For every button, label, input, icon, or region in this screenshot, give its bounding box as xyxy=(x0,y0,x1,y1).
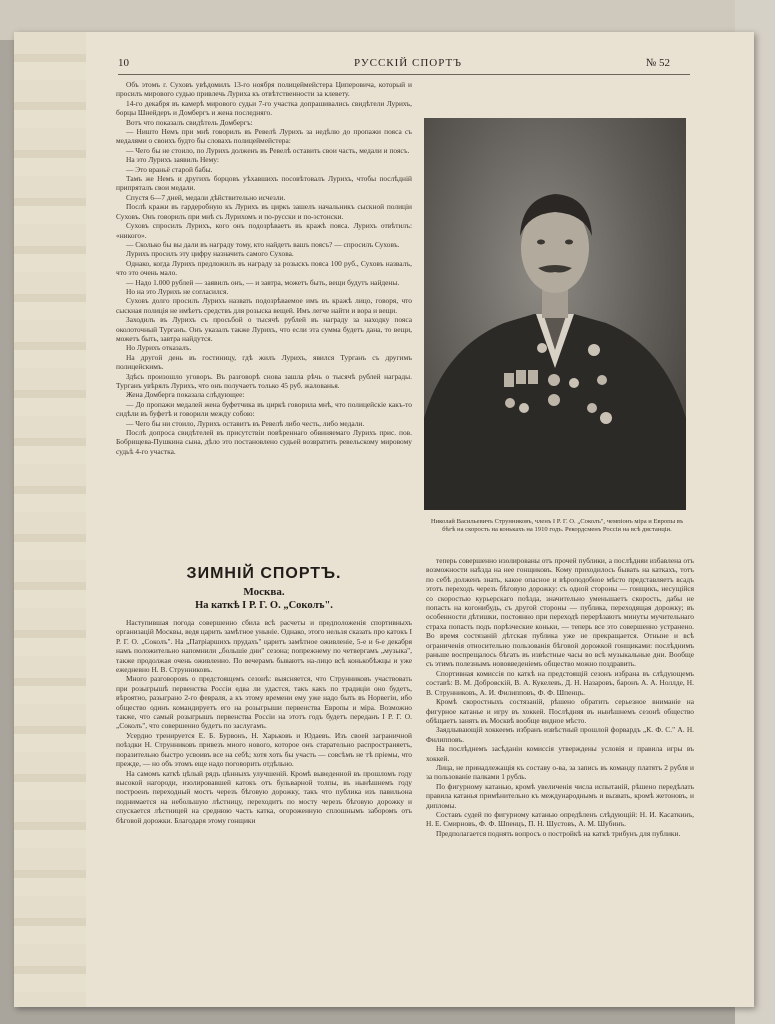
paragraph: По фигурному катанью, кромѣ увеличенія числа испытаній, рѣшено передѣлать правила катанья примѣнительно къ международнымъ и вызвать, кромѣ жетоновъ, и дипломы. xyxy=(426,781,694,810)
paragraph: Здѣсь произошло уговоръ. Въ разговорѣ снова зашла рѣчь о тысячѣ рублей награды. Турганъ увѣрялъ Лурихъ, что онъ получаетъ только 45 руб. жалованья. xyxy=(116,371,412,390)
portrait-illustration xyxy=(424,118,686,510)
paragraph: На послѣднемъ засѣданіи комиссія утверждены условія и правила игры въ хоккей. xyxy=(426,744,694,763)
paragraph: Послѣ допроса свидѣтелей въ присутствіи повѣреннаго обвиняемаго Лурихъ прис. пов. Бобрищева-Пушкина сына, дѣло это постановлено судьей возвратить ревельскому мировому судьѣ 4-го участка. xyxy=(116,428,412,456)
paragraph: — Это враньё старой бабы. xyxy=(126,164,213,174)
paragraph: Лурихъ просилъ эту цифру назначить самого Сухова. xyxy=(126,249,294,259)
paragraph: Усердно тренируется Е. Б. Бурвонъ, Н. Харьковъ и Юдаевъ. Изъ своей заграничной поѣздки Н. Струнниковъ привезъ много нового, которое онъ старательно распространяетъ, поразительно быстро усвоивъ все на себѣ; хотя хоть бы участь — совсѣмъ не тѣ пріемы, что прежде, — но объ этомъ еще надо поговорить отдѣльно. xyxy=(116,730,412,769)
issue-number: № 52 xyxy=(645,57,670,69)
paragraph: Спустя 6—7 дней, медали дѣйствительно исчезли. xyxy=(126,192,286,202)
paragraph: Однако, когда Лурихъ предложилъ въ награду за розыскъ пояса 100 руб., Суховъ назвалъ, что это очень мало. xyxy=(116,258,412,278)
section-title: ЗИМНІЙ СПОРТЪ. xyxy=(186,565,342,582)
paragraph: Объ этомъ г. Суховъ увѣдомилъ 13-го ноября полицеймейстера Циперовича, который и просилъ мирового судью привлечь Луриха къ отвѣтственности за клевету. xyxy=(116,80,412,99)
paragraph: Много разговоровъ о предстоящемъ сезонѣ: выясняется, что Струнниковъ участвовать при розыгрышѣ первенства Россіи едва ли удастся, такъ какъ по традиціи оно будетъ, вѣроятно, разыграно 2-го февраля, а къ этому времени ему уже надо быть въ Норвегіи, ибо общество одинъ командируетъ его на розыгрыши первенства Европы и міра. Возможно также, что самый розыгрышъ первенства Россіи на этотъ годъ будетъ переданъ I Р. Г. О. „Соколъ", что совершенно будетъ по заслугамъ. xyxy=(116,674,412,731)
paragraph: На другой день въ гостиницу, гдѣ жилъ Лурихъ, явился Турганъ съ другимъ полицейскимъ. xyxy=(116,352,412,372)
paragraph: Заядлывающій хоккеемъ избранъ извѣстный прошлой форвардъ „К. Ф. С." А. Н. Филипповъ. xyxy=(426,725,694,744)
paragraph: Вотъ что показалъ свидѣтель Домбергъ: xyxy=(126,117,253,127)
paragraph: Заходилъ въ Лурихъ съ просьбой о тысячѣ рублей въ награду за находку пояса околоточный Турганъ. Онъ указалъ также Лурихъ, что если эта сумма будетъ дана, то вещи, можетъ быть, завтра найдутся. xyxy=(116,315,412,343)
paragraph: Но Лурихъ отказалъ. xyxy=(126,343,192,353)
photo-caption: Николай Васильевичъ Струнниковъ, членъ I Р. Г. О. „Соколъ", чемпіонъ міра и Европы въ бѣгѣ на скорость на конькахъ на 1910 годъ. Рекордсменъ Россіи на всѣ дистанціи. xyxy=(430,518,684,534)
newspaper-title: РУССКІЙ СПОРТЪ xyxy=(354,57,462,69)
paragraph: На это Лурихъ заявилъ Нему: xyxy=(126,155,219,165)
paragraph: Спортивная комиссія по каткѣ на предстоящій сезонъ избрана въ слѣдующемъ составѣ: В. М. Добровскій, В. А. Кукелевъ, Д. Н. Назаровъ, баронъ А. А. Ноллде, Н. В. Струнниковъ, А. И. Филипповъ, Ф. Ф. Шпенцъ. xyxy=(426,668,694,697)
paragraph: — Чего бы ни стоило, Лурихъ оставитъ въ Ревелѣ либо честь, либо медали. xyxy=(126,418,365,428)
page-header xyxy=(118,57,670,73)
paragraph: Но на это Лурихъ не согласился. xyxy=(126,286,229,296)
paragraph: Составъ судей по фигурному катанью опредѣленъ слѣдующій: Н. И. Касаткинъ, Н. Е. Смирновъ, Ф. Ф. Шпенцъ, П. Н. Шустовъ, А. М. Шубинъ. xyxy=(426,809,694,829)
paragraph: Жена Домберга показала слѣдующее: xyxy=(126,390,245,400)
paragraph: Наступившая погода совершенно сбила всѣ расчеты и предположенія спортивныхъ организацій Москвы, ведя царить замѣтное уныніе. Однако, этого нельзя сказать про катокъ I Р. Г. О. „Соколъ". На „Патріаршихъ прудахъ" царитъ замѣтное оживленіе, 5-е и 6-е декабря намъ положительно напомнили „большіе дни" сезона; попрежнему по четвергамъ „музыка", также продолжая очень оживленно. По вечерамъ бываютъ на-лицо всѣ конькобѣжцы и уже ежедневно Н. В. Струнниковъ. xyxy=(116,618,412,675)
paragraph: Предполагается поднять вопросъ о постройкѣ на каткѣ трибунъ для публики. xyxy=(436,828,681,838)
paragraph: Суховъ спросилъ Лурихъ, кого онъ подозрѣваетъ въ кражѣ пояса. Лурихъ отвѣтилъ: «никого». xyxy=(116,221,412,240)
paragraph: Лица, не принадлежащія къ составу о-ва, за запись въ команду платятъ 2 рубля и за пользованіе палками 1 рубль. xyxy=(426,762,694,782)
paragraph: Кромѣ скоростныхъ состязаній, рѣшено обратить серьезное вниманіе на фигурное катанье и игру въ хоккей. Послѣдняя въ нынѣшнемъ сезонѣ общество обѣщаетъ занять въ Москвѣ вообще видное мѣсто. xyxy=(426,697,694,725)
paragraph: теперь совершенно изолированы отъ прочей публики, а послѣдняи избавлена отъ возможности наѣзда на нее гонщиковъ. Кому приходилось бывать на каткахъ, тотъ по себѣ долженъ знать, какое опасное и вѣроподобное мѣсто представляетъ всадъ этотъ переходъ черезъ бѣговую дорожку: съ одной стороны — гонщикъ, несущійся со скоростью курьерскаго поѣзда, значительно уменьшаетъ скорость, дабы не попасть на когонибудь, съ другой стороны — публика, переходящая дорожку; въ особенности дѣтишки, постоянно при переходѣ перерѣзаютъ минуты мучительнаго страха попасть подъ порѣзческие коньки, — теперь все это совершенно устранено. Во время состязаній дѣтская публика уже не прекращается. Отныне и всѣ ограниченія относительно пользованія бѣговой дорожкой гонщиками: послѣднимъ раньше воспрещалось бѣгать въ извѣстные часы во всѣ музыкальные дни. Вообще съ этимъ полезнымъ нововведеніемъ общество можно поздравить. xyxy=(426,556,694,669)
paragraph: — Ништо Немъ при мнѣ говорилъ въ Ревелѣ Лурихъ за недѣлю до пропажи пояса съ медалями о своихъ будто бы словахъ полицеймейстера: xyxy=(116,127,412,146)
torn-page-edge xyxy=(14,32,86,1007)
paragraph: — Чего бы не стоило, по Лурихъ долженъ въ Ревелѣ оставить свои часть, медали и поясъ. xyxy=(126,145,410,155)
paragraph: 14-го декабря въ камерѣ мирового судьи 7-го участка допрашивались свидѣтели Лурихъ, борцы Шнейдеръ и Домбергъ и жена последняго. xyxy=(116,98,412,118)
section-location: Москва. xyxy=(243,586,285,598)
portrait-photo xyxy=(424,118,686,510)
paragraph: Суховъ долго просилъ Лурихъ назвать подозрѣваемое имъ въ кражѣ лицо, говоря, что сыскная полиція не имѣетъ средствъ для розыска вещей. Имъ легче найти и вора и вещи. xyxy=(116,296,412,315)
page-number: 10 xyxy=(118,57,129,69)
paragraph: Послѣ кражи въ гардеробную къ Лурихъ въ циркъ зашелъ начальникъ сыскной полиціи Суховъ. Онъ говорилъ при мнѣ съ Лурихомъ и по-русски и по-эстонски. xyxy=(116,202,412,221)
paragraph: Тамъ же Немъ и другихъ борцовъ уѣхавшихъ посовѣтовалъ Лурихъ, чтобы послѣдній припряталъ свои медали. xyxy=(116,174,412,193)
paragraph: — Сколько бы вы дали въ награду тому, кто найдетъ вашъ поясъ? — спросилъ Суховъ. xyxy=(126,239,400,249)
header-rule xyxy=(118,74,690,75)
article-left-column xyxy=(116,618,412,1013)
section-subtitle: На каткѣ I Р. Г. О. „Соколъ". xyxy=(195,600,333,611)
paragraph: На самомъ каткѣ цѣлый рядъ цѣнныхъ улучшеній. Кромѣ выведенной въ прошломъ году высокой нагороди, изолировавшей катокъ отъ бульварной толпы, въ нынѣшнемъ году построенъ переходный мостъ черезъ бѣговую дорожку, такъ что публика изъ павильона поднимается на небольшую лѣстницу, переходитъ по мосту черезъ бѣговую дорожку и спускается лѣстницей на среднюю часть катка, огороженную сплошнымъ заборомъ отъ бѣговой дорожки. Благодаря этому гонщики xyxy=(116,768,412,825)
article-right-column xyxy=(426,556,694,956)
paragraph: — До пропажи медалей жена буфетчика въ циркѣ говорила мнѣ, что полицейскіе какъ-то сидѣли въ буфетѣ и говорили между собою: xyxy=(116,399,412,419)
paragraph: — Надо 1.000 рублей — заявилъ онъ, — и завтра, можетъ быть, вещи будутъ найдены. xyxy=(126,277,400,287)
article-top-column xyxy=(116,80,412,535)
